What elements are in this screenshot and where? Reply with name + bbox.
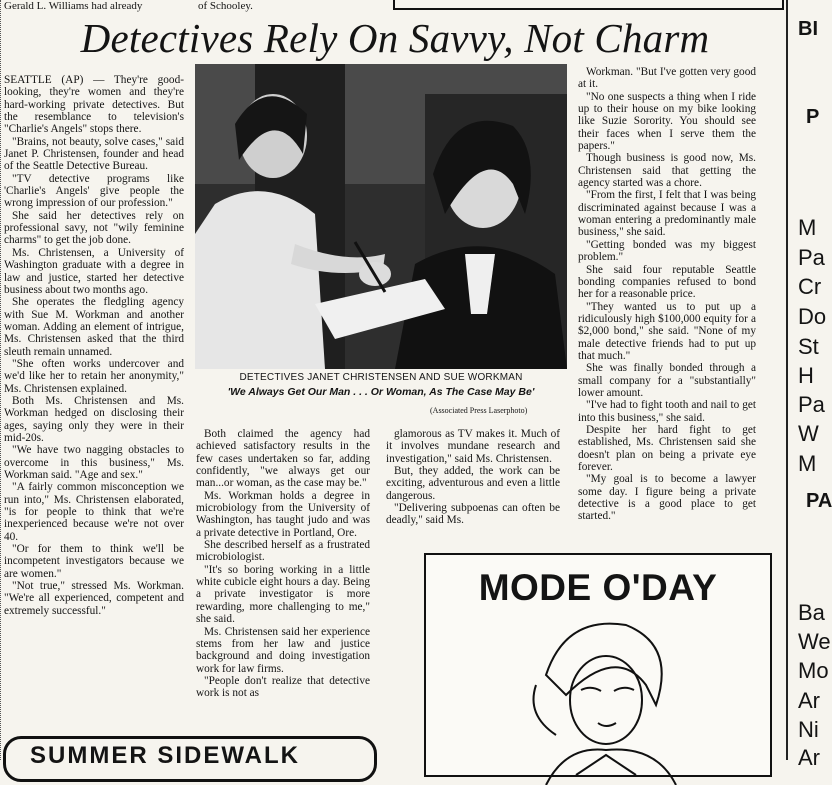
right-fragment-11: PA [806, 490, 832, 512]
right-fragment-5: Do [798, 304, 827, 329]
article-paragraph: She operates the fledgling agency with Sue M. Workman and another woman. Adding an element of intrigue, Ms. Christensen asked that the third sleuth remain unnamed. [4, 296, 184, 358]
article-paragraph: Though business is good now, Ms. Christensen said that getting the agency started was a chore. [578, 152, 756, 190]
right-fragment-7: H [798, 363, 814, 388]
right-fragment-12: Ba [798, 600, 825, 625]
page-vertical-rule [786, 0, 788, 760]
ad-title: MODE O'DAY [478, 567, 718, 608]
article-paragraph: She said four reputable Seattle bonding companies refused to bond her for a reasonable price. [578, 263, 756, 301]
article-column-1 [4, 74, 184, 617]
article-paragraph: SEATTLE (AP) — They're good-looking, they're women and they're hard-working private detectives. But the resemblance to television's "Charlie's Angels" stops there. [4, 74, 184, 136]
article-paragraph: But, they added, the work can be exciting, adventurous and even a little dangerous. [386, 465, 560, 502]
article-paragraph: glamorous as TV makes it. Much of it involves mundane research and investigation," said Ms. Christensen. [386, 428, 560, 465]
right-fragment-13: We [798, 629, 831, 654]
headline: Detectives Rely On Savvy, Not Charm [80, 15, 710, 61]
article-paragraph: She described herself as a frustrated microbiologist. [196, 539, 370, 564]
article-paragraph: Ms. Christensen, a University of Washington graduate with a degree in law and justice, started her detective business about two months ago. [4, 246, 184, 296]
column-dotted-rule [0, 0, 1, 760]
right-fragment-16: Ni [798, 717, 819, 742]
right-fragment-3: Pa [798, 245, 825, 270]
article-paragraph: "Or for them to think we'll be incompetent investigators because we are women." [4, 543, 184, 580]
article-column-2 [196, 428, 370, 700]
right-fragment-0: BI [798, 18, 818, 40]
article-paragraph: "My goal is to become a lawyer some day. I figure being a private detective is a good place to get started." [578, 473, 756, 523]
article-paragraph: "Getting bonded was my biggest problem." [578, 238, 756, 264]
article-paragraph: "A fairly common misconception we run into," Ms. Christensen elaborated, "is for people to think that we're inexperienced because we're not over 40. [4, 481, 184, 543]
right-fragment-1: P [806, 106, 820, 128]
ad-model-illustration [506, 615, 696, 785]
right-fragment-4: Cr [798, 274, 822, 299]
article-paragraph: "Brains, not beauty, solve cases," said Janet P. Christensen, founder and head of the Seattle Detective Bureau. [4, 135, 184, 173]
article-paragraph: "I've had to fight tooth and nail to get into this business," she said. [578, 399, 756, 424]
right-fragment-10: M [798, 451, 817, 476]
photo-credit: (Associated Press Laserphoto) [430, 406, 528, 415]
article-paragraph: Workman. "But I've gotten very good at it. [578, 66, 756, 91]
article-paragraph: Despite her hard fight to get established, Ms. Christensen said she doesn't plan on being a private eye forever. [578, 423, 756, 473]
photo-caption: DETECTIVES JANET CHRISTENSEN AND SUE WORKMAN [239, 372, 523, 383]
article-paragraph: She was finally bonded through a small company for a "substantially" lower amount. [578, 362, 756, 399]
right-fragment-8: Pa [798, 392, 825, 417]
right-fragment-6: St [798, 334, 819, 359]
article-paragraph: "No one suspects a thing when I ride up to their house on my bike looking like Suzie Sorority. You should see their faces when I serve them the papers." [578, 90, 756, 153]
right-fragment-9: W [798, 421, 819, 446]
summer-sidewalk-title: SUMMER SIDEWALK [30, 742, 300, 769]
photo-illustration [195, 64, 567, 369]
article-paragraph: Both Ms. Christensen and Ms. Workman hedged on disclosing their ages, saying only they were in their mid-20s. [4, 394, 184, 444]
article-paragraph: "We have two nagging obstacles to overcome in this business," Ms. Workman said. "Age and sex." [4, 444, 184, 481]
photo-quote: 'We Always Get Our Man . . . Or Woman, As The Case May Be' [227, 386, 535, 398]
right-fragment-2: M [798, 215, 817, 240]
article-paragraph: "From the first, I felt that I was being discriminated against because I was a woman entering a predominantly male business," she said. [578, 189, 756, 239]
article-column-3 [386, 428, 560, 527]
article-column-4 [578, 66, 756, 523]
article-paragraph: Ms. Workman holds a degree in microbiology from the University of Washington, has taught judo and was a private detective in Portland, Ore. [196, 489, 370, 539]
right-fragment-15: Ar [798, 688, 820, 713]
article-paragraph: "Delivering subpoenas can often be deadly," said Ms. [386, 502, 560, 527]
article-paragraph: "They wanted us to put up a ridiculously high $100,000 equity for a $2,000 bond," she said. "None of my male detective friends had to put up that much." [578, 300, 756, 362]
news-photo [195, 64, 567, 369]
article-paragraph: Both claimed the agency had achieved satisfactory results in the few cases undertaken so far, adding confidently, "we always get our man...or woman, as the case may be." [196, 428, 370, 490]
right-fragment-14: Mo [798, 658, 829, 683]
top-box-border [393, 0, 784, 10]
top-left-fragment: Gerald L. Williams had already [4, 0, 143, 12]
article-paragraph: "It's so boring working in a little white cubicle eight hours a day. Being a private investigator is more rewarding, more challenging to me," she said. [196, 563, 370, 626]
article-paragraph: "Not true," stressed Ms. Workman. "We're all experienced, competent and extremely successful." [4, 580, 184, 617]
article-paragraph: She said her detectives rely on professional savy, not "wily feminine charms" to get the job done. [4, 209, 184, 247]
article-paragraph: "TV detective programs like 'Charlie's Angels' give people the wrong impression of our profession." [4, 172, 184, 210]
article-paragraph: "People don't realize that detective work is not as [196, 674, 370, 700]
mode-oday-advertisement [424, 553, 772, 777]
article-paragraph: Ms. Christensen said her experience stems from her law and justice background and doing investigation work for law firms. [196, 625, 370, 675]
article-paragraph: "She often works undercover and we'd like her to retain her anonymity," Ms. Christensen explained. [4, 357, 184, 395]
right-fragment-17: Ar [798, 745, 820, 770]
top-middle-fragment: of Schooley. [198, 0, 253, 12]
